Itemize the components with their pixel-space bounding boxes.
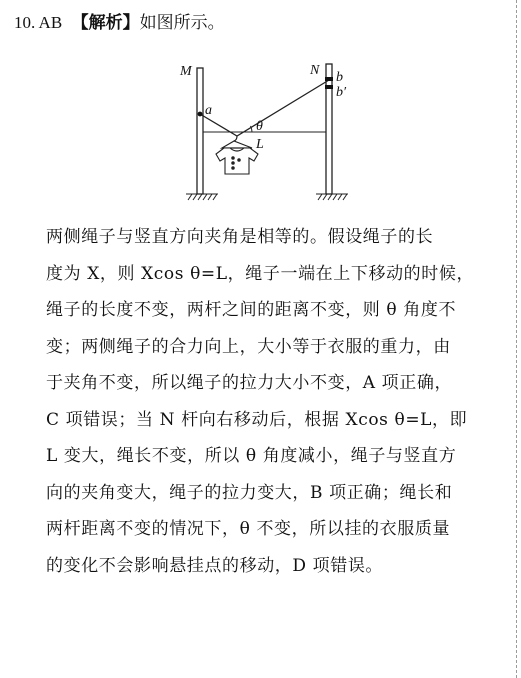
explanation-line: 向的夹角变大，绳子的拉力变大，B 项正确；绳长和 (46, 482, 453, 503)
heading-intro: 如图所示。 (139, 13, 225, 33)
clothesline-figure (160, 48, 380, 218)
clothesline-diagram (160, 48, 380, 218)
hanger (222, 136, 252, 148)
explanation-line: 两侧绳子与竖直方向夹角是相等的。假设绳子的长 (46, 227, 434, 247)
pole-m (197, 68, 203, 194)
label-l: L (256, 137, 264, 152)
explanation-line: 的变化不会影响悬挂点的移动，D 项错误。 (46, 555, 384, 576)
label-theta: θ (256, 119, 263, 134)
label-b-prime: b′ (336, 85, 347, 100)
label-a: a (205, 103, 212, 118)
explanation-line: C 项错误；当 N 杆向右移动后，根据 Xcos θ=L，即 (46, 409, 468, 430)
question-number: 10. AB (14, 13, 63, 32)
explanation-line: 绳子的长度不变，两杆之间的距离不变，则 θ 角度不 (46, 300, 457, 320)
point-b-prime (325, 85, 333, 89)
analysis-tag: 【解析】 (71, 13, 140, 33)
rope (200, 80, 329, 136)
explanation-line: 度为 X，则 Xcos θ=L，绳子一端在上下移动的时候， (46, 263, 475, 284)
explanation-line: 两杆距离不变的情况下，θ 不变，所以挂的衣服质量 (46, 519, 451, 539)
point-a (198, 112, 203, 117)
label-b: b (336, 70, 343, 85)
label-m: M (180, 64, 192, 79)
explanation-line: L 变大，绳长不变，所以 θ 角度减小，绳子与竖直方 (46, 446, 457, 466)
explanation-line: 变；两侧绳子的合力向上，大小等于衣服的重力，由 (46, 336, 451, 357)
ground-right (316, 194, 348, 200)
ground-left (186, 194, 218, 200)
label-n: N (310, 63, 320, 78)
explanation-text (46, 219, 506, 584)
shirt (216, 148, 258, 174)
point-b (325, 77, 333, 81)
page-border (516, 0, 517, 678)
explanation-line: 于夹角不变，所以绳子的拉力大小不变，A 项正确， (46, 373, 453, 393)
pole-n (326, 64, 332, 194)
question-heading (14, 12, 225, 34)
